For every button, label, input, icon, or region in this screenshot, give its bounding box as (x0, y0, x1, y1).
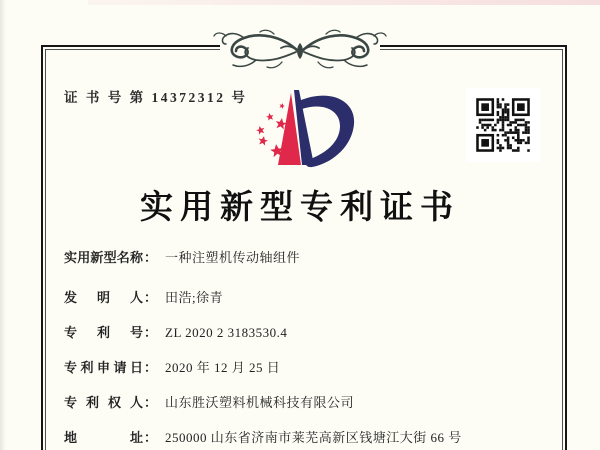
qr-code-icon (466, 88, 540, 162)
scan-edge (88, 0, 600, 5)
field-row-inventor (64, 288, 550, 308)
certificate-title: 实用新型专利证书 (140, 190, 460, 226)
certificate-fields (64, 248, 550, 450)
field-colon: ： (144, 360, 158, 375)
field-value: 250000 山东省济南市莱芜高新区钱塘江大街 66 号 (165, 430, 462, 445)
field-label: 地址 (64, 430, 143, 445)
field-colon: ： (144, 430, 158, 445)
field-colon: ： (144, 250, 158, 265)
field-value: 2020 年 12 月 25 日 (165, 360, 281, 375)
field-row-utility-model-name (64, 248, 550, 268)
field-colon: ： (144, 395, 158, 410)
field-value: 田浩;徐青 (165, 290, 224, 305)
field-row-patentee (64, 393, 550, 413)
field-label: 实用新型名称 (64, 250, 143, 265)
field-row-patent-number (64, 323, 550, 343)
field-label: 专利权人 (64, 395, 143, 410)
field-value: 一种注塑机传动轴组件 (165, 250, 301, 265)
field-value: 山东胜沃塑料机械科技有限公司 (165, 395, 355, 410)
cnipa-patent-logo-icon (233, 88, 367, 170)
dragon-scroll-flourish-icon (178, 24, 422, 74)
certificate-number: 证 书 号 第 14372312 号 (64, 90, 248, 105)
field-label: 专利申请日 (64, 360, 143, 375)
field-colon: ： (144, 325, 158, 340)
field-colon: ： (144, 290, 158, 305)
field-row-application-date (64, 358, 550, 378)
field-value: ZL 2020 2 3183530.4 (165, 325, 288, 340)
field-label: 发明人 (64, 290, 143, 305)
field-label: 专利号 (64, 325, 143, 340)
field-row-address (64, 428, 550, 448)
